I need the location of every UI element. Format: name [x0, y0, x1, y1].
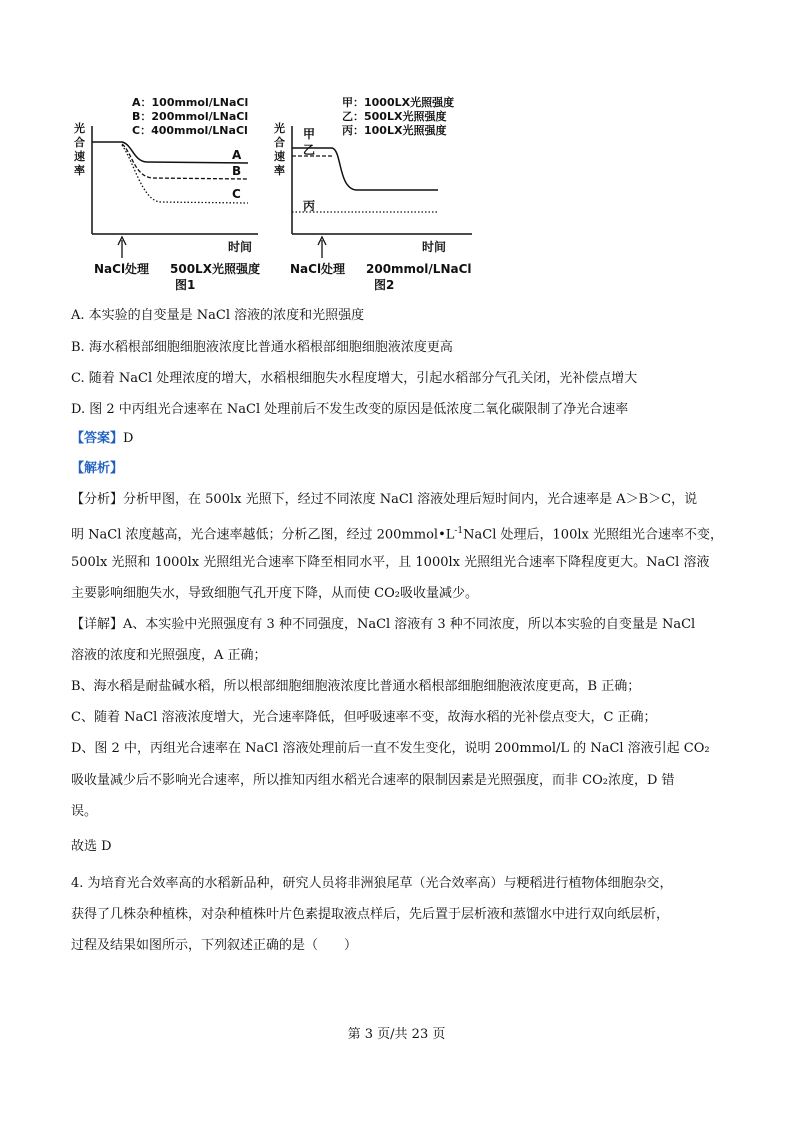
analysis-tag: 【解析】	[71, 461, 124, 476]
fig1-treatment-arrow	[118, 237, 126, 258]
fenxi-text-2-tail: NaCl 处理后，100lx 光照组光合速率不变，	[463, 527, 723, 543]
fig1-label-b: B	[232, 164, 242, 178]
fig1-curve-a	[92, 142, 248, 163]
fig1-marker: NaCl处理	[94, 262, 150, 276]
fenxi-sup: -1	[454, 526, 464, 536]
option-d: D. 图 2 中丙组光合速率在 NaCl 处理前后不发生改变的原因是低浓度二氧化碳限制了净光合速率	[71, 402, 629, 417]
analysis-heading	[71, 459, 731, 479]
fig2-legend-jia: 甲：1000LX光照强度	[342, 96, 455, 109]
fig1-curve-c	[122, 145, 248, 203]
fenxi-line-2	[71, 521, 731, 545]
fig1-legend-b: B：200mmol/LNaCl	[132, 110, 249, 123]
fig2-treatment-arrow	[318, 237, 326, 258]
fig1-label-a: A	[232, 148, 242, 162]
xiangjie-tag: 【详解】	[71, 617, 124, 632]
fig2-ylabel-4: 率	[274, 164, 285, 177]
fig1-xlabel: 时间	[228, 240, 253, 254]
xiangjie-line-3: B、海水稻是耐盐碱水稻，所以根部细胞细胞液浓度比普通水稻根部细胞细胞液浓度更高，B 正确；	[71, 679, 641, 694]
fig2-label-bing: 丙	[303, 199, 316, 213]
figure-1	[72, 92, 272, 300]
conclusion: 故选 D	[71, 839, 112, 854]
fig2-caption: 图2	[374, 278, 395, 292]
option-c: C. 随着 NaCl 处理浓度的增大，水稻根细胞失水程度增大，引起水稻部分气孔关闭，光补偿点增大	[71, 371, 638, 386]
fenxi-tag: 【分析】	[71, 492, 124, 507]
fig1-ylabel-3: 速	[74, 150, 85, 163]
option-b: B. 海水稻根部细胞细胞液浓度比普通水稻根部细胞细胞液浓度更高	[71, 340, 453, 355]
fig1-legend-a: A：100mmol/LNaCl	[132, 96, 249, 109]
question4-line-1: 4. 为培育光合效率高的水稻新品种，研究人员将非洲狼尾草（光合效率高）与粳稻进行植物体细胞杂交，	[71, 876, 673, 891]
fig1-ylabel-1: 光	[74, 122, 85, 135]
xiangjie-text-1: A、本实验中光照强度有 3 种不同强度，NaCl 溶液有 3 种不同浓度，所以本实验的自变量是 NaCl	[123, 617, 696, 632]
fig1-curve-b	[122, 144, 248, 179]
fig2-xlabel: 时间	[422, 240, 447, 254]
xiangjie-line-1	[71, 615, 731, 635]
xiangjie-line-2: 溶液的浓度和光照强度，A 正确；	[71, 648, 267, 663]
fig1-condition: 500LX光照强度	[170, 262, 260, 276]
fig2-ylabel-3: 速	[274, 150, 285, 163]
fig2-label-jia: 甲	[303, 127, 316, 141]
answer-tag: 【答案】	[71, 431, 124, 446]
fenxi-line-1	[71, 490, 731, 510]
fig2-condition: 200mmol/LNaCl	[366, 262, 472, 276]
fenxi-text-1: 分析甲图，在 500lx 光照下，经过不同浓度 NaCl 溶液处理后短时间内，光合速率是 A＞B＞C，说	[123, 492, 698, 507]
fig2-ylabel-1: 光	[274, 122, 285, 135]
xiangjie-line-7: 误。	[71, 804, 98, 819]
fig1-legend-c: C：400mmol/LNaCl	[132, 124, 248, 137]
fig2-marker: NaCl处理	[290, 262, 346, 276]
question4-line-2: 获得了几株杂种植株，对杂种植株叶片色素提取液点样后，先后置于层析液和蒸馏水中进行双向纸层析，	[71, 907, 670, 922]
xiangjie-line-4: C、随着 NaCl 溶液浓度增大，光合速率降低，但呼吸速率不变，故海水稻的光补偿点变大，C 正确；	[71, 710, 657, 725]
fig1-label-c: C	[232, 187, 241, 201]
fig2-legend-bing: 丙：100LX光照强度	[342, 124, 447, 137]
fig2-label-yi: 乙	[303, 143, 316, 157]
fenxi-line-4: 主要影响细胞失水，导致细胞气孔开度下降，从而使 CO₂吸收量减少。	[71, 586, 478, 601]
answer-line	[71, 429, 731, 449]
figure-2	[272, 92, 484, 300]
answer-value: D	[123, 431, 134, 446]
fig1-ylabel-4: 率	[74, 164, 85, 177]
fig1-ylabel-2: 合	[74, 136, 85, 149]
fenxi-line-3: 500lx 光照和 1000lx 光照组光合速率下降至相同水平，且 1000lx 光照组光合速率下降程度更大。NaCl 溶液	[71, 555, 710, 570]
fig2-ylabel-2: 合	[274, 136, 285, 149]
fig2-legend-yi: 乙：500LX光照强度	[342, 110, 447, 123]
xiangjie-line-6: 吸收量减少后不影响光合速率，所以推知丙组水稻光合速率的限制因素是光照强度，而非 CO₂浓度，D 错	[71, 773, 675, 788]
fig1-caption: 图1	[175, 278, 196, 292]
fenxi-text-2: 明 NaCl 浓度越高，光合速率越低；分析乙图，经过 200mmol•L	[71, 527, 455, 543]
xiangjie-line-5: D、图 2 中，丙组光合速率在 NaCl 溶液处理前后一直不发生变化，说明 200mmol/L 的 NaCl 溶液引起 CO₂	[71, 741, 710, 756]
page-number: 第 3 页/共 23 页	[347, 1027, 446, 1042]
option-a: A. 本实验的自变量是 NaCl 溶液的浓度和光照强度	[71, 308, 365, 323]
question4-line-3: 过程及结果如图所示，下列叙述正确的是（ ）	[71, 938, 358, 953]
